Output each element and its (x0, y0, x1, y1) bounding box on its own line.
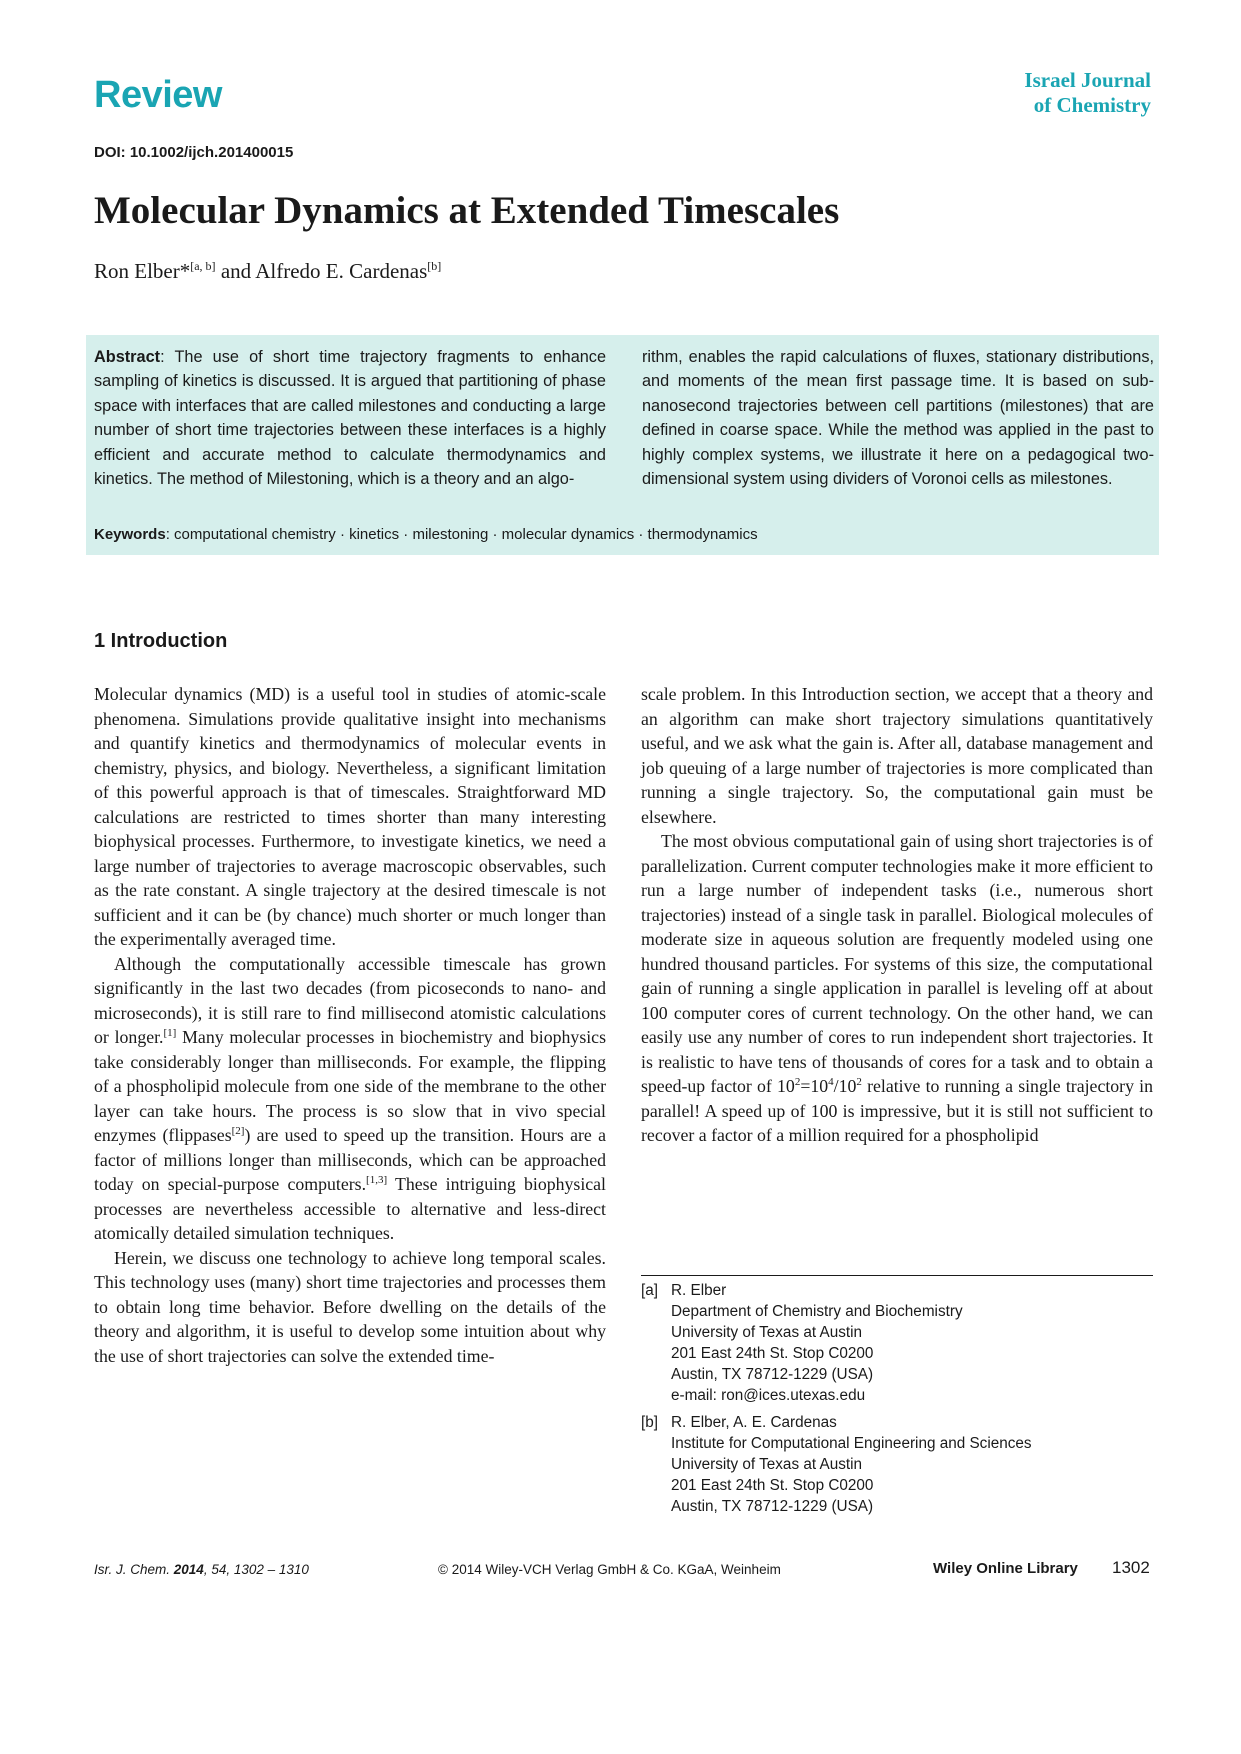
footer-citation (94, 1562, 309, 1577)
affiliation-b-institute: Institute for Computational Engineering and Sciences (671, 1435, 1032, 1452)
intro-paragraph-2-text-b: Many molecular processes in biochemistry and biophysics take considerably longer than milliseconds. For example, the flipping of a phospholipid molecule from one side of the membrane to the other layer can take hours. The process is so slow that in vivo special enzymes (flippases (94, 1027, 606, 1145)
intro-paragraph-5-text-a: The most obvious computational gain of using short trajectories is of parallelization. Current computer technologies make it more efficient to run a large number of independent tasks (i.e., numerous short trajectories) instead of a single task in parallel. Biological molecules of moderate size in aqueous solution are frequently modeled using one hundred thousand particles. For systems of this size, the computational gain of running a single application in parallel is leveling off at about 100 computer cores of current technology. On the other hand, we can easily use any number of cores to run independent short trajectories. It is realistic to have tens of thousands of cores for a task and to obtain a speed-up factor of 10 (641, 831, 1153, 1096)
author-cardenas-affiliation: [b] (427, 259, 442, 273)
intro-paragraph-4: scale problem. In this Introduction section, we accept that a theory and an algorithm can make short trajectory simulations quantitatively useful, and we ask what the gain is. After all, database management and job queuing of a large number of trajectories is more complicated than running a single trajectory. So, the computational gain must be elsewhere. (641, 684, 1153, 827)
affiliation-a-name: R. Elber (671, 1282, 727, 1299)
affiliation-a-city: Austin, TX 78712-1229 (USA) (671, 1366, 874, 1383)
affiliation-a (641, 1280, 1153, 1406)
equation-part-1: =10 (800, 1076, 829, 1096)
journal-name (931, 68, 1151, 118)
affiliation-b-tag: [b] (641, 1414, 659, 1431)
intro-paragraph-3: Herein, we discuss one technology to achieve long temporal scales. This technology uses (many) short time trajectories and processes them to obtain long time behavior. Before dwelling on the details of the theory and algorithm, it is useful to develop some intuition about why the use of short trajectories can solve the extended time- (94, 1247, 606, 1366)
intro-paragraph-2-text-d: These intriguing biophysical processes are nevertheless accessible to alternative and less-direct atomically detailed simulation techniques. (94, 1174, 606, 1243)
intro-paragraph-2-text-c: ) are used to speed up the transition. Hours are a factor of millions longer than milliseconds, which can be approached today on special-purpose computers. (94, 1125, 606, 1194)
intro-paragraph-2 (94, 952, 606, 1246)
affiliation-b (641, 1412, 1153, 1517)
affiliation-a-email[interactable]: e-mail: ron@ices.utexas.edu (671, 1387, 866, 1404)
footer-library-logo[interactable]: Wiley Online Library (933, 1560, 1078, 1577)
keywords (94, 525, 1144, 545)
citation-1-3[interactable]: [1,3] (366, 1174, 388, 1186)
affiliation-b-university: University of Texas at Austin (671, 1456, 863, 1473)
intro-paragraph-1: Molecular dynamics (MD) is a useful tool in studies of atomic-scale phenomena. Simulations provide qualitative insight into mechanisms and quantify kinetics and thermodynamics of molecular events in chemistry, physics, and biology. Nevertheless, a significant limitation of this powerful approach is that of timescales. Straightforward MD calculations are restricted to times shorter than many interesting biophysical processes. Furthermore, to investigate kinetics, we need a large number of trajectories to average macroscopic observables, such as the rate constant. A single trajectory at the desired timescale is not sufficient and it can be (by chance) much shorter or much longer than the experimentally averaged time. (94, 684, 606, 949)
keywords-label: Keywords (94, 526, 166, 543)
author-conjunction: and (215, 259, 256, 283)
affiliation-divider (641, 1275, 1153, 1276)
author-line (94, 259, 441, 284)
exponent-1: 2 (794, 1076, 801, 1088)
affiliation-a-department: Department of Chemistry and Biochemistry (671, 1303, 963, 1320)
affiliation-a-street: 201 East 24th St. Stop C0200 (671, 1345, 874, 1362)
author-cardenas: Alfredo E. Cardenas (255, 259, 428, 283)
footer-copyright: © 2014 Wiley-VCH Verlag GmbH & Co. KGaA, Weinheim (438, 1562, 781, 1577)
abstract-right-column: rithm, enables the rapid calculations of fluxes, stationary distributions, and moments of the mean first passage time. It is based on sub-nanosecond trajectories between cell partitions (milestones) that are defined in coarse space. While the method was applied in the past to highly complex systems, we illustrate it here on a pedagogical two-dimensional system using dividers of Voronoi cells as milestones. (642, 348, 1154, 489)
section-label: Review (94, 74, 222, 116)
author-elber-affiliation: [a, b] (190, 259, 216, 273)
body-left-column (94, 682, 606, 1368)
article-title: Molecular Dynamics at Extended Timescales (94, 189, 840, 232)
abstract-box (86, 335, 1159, 555)
page-number: 1302 (1112, 1558, 1150, 1577)
doi: DOI: 10.1002/ijch.201400015 (94, 144, 294, 161)
equation-part-2: /10 (833, 1076, 857, 1096)
journal-name-line2: of Chemistry (1033, 93, 1151, 117)
footer-year: 2014 (173, 1562, 204, 1577)
exponent-2: 4 (828, 1076, 834, 1088)
intro-paragraph-5-text-b: relative to running a single trajectory in parallel! A speed up of 100 is impressive, but it is still not sufficient to recover a factor of a million required for a phospholipid (641, 1076, 1154, 1145)
abstract-label: Abstract (94, 348, 161, 366)
abstract-text-left: : The use of short time trajectory fragments to enhance sampling of kinetics is discussed. It is argued that partitioning of phase space with interfaces that are called milestones and conducting a large number of short time trajectories between these interfaces is a highly efficient and accurate method to calculate thermodynamics and kinetics. The method of Milestoning, which is a theory and an algo- (94, 348, 606, 489)
body-right-column (641, 682, 1153, 1148)
footer-journal-abbrev: Isr. J. Chem. (94, 1562, 174, 1577)
journal-name-line1: Israel Journal (1024, 68, 1151, 92)
affiliation-a-tag: [a] (641, 1282, 659, 1299)
citation-2[interactable]: [2] (231, 1125, 245, 1137)
exponent-3: 2 (856, 1076, 862, 1088)
introduction-heading: 1 Introduction (94, 630, 228, 652)
keywords-list: : computational chemistry · kinetics · milestoning · molecular dynamics · thermodynamics (165, 526, 758, 543)
author-elber: Ron Elber* (94, 259, 191, 283)
affiliation-b-city: Austin, TX 78712-1229 (USA) (671, 1498, 874, 1515)
intro-paragraph-2-text-a: Although the computationally accessible timescale has grown significantly in the last two decades (from picoseconds to nano- and microseconds), it is still rare to find millisecond atomistic calculations or longer. (94, 953, 606, 1047)
abstract-left-column (94, 345, 606, 491)
footer-volume-pages: , 54, 1302 – 1310 (203, 1562, 309, 1577)
citation-1[interactable]: [1] (163, 1027, 177, 1039)
intro-paragraph-5 (641, 829, 1153, 1148)
affiliation-a-university: University of Texas at Austin (671, 1324, 863, 1341)
affiliation-b-street: 201 East 24th St. Stop C0200 (671, 1477, 874, 1494)
affiliation-b-names: R. Elber, A. E. Cardenas (671, 1414, 837, 1431)
